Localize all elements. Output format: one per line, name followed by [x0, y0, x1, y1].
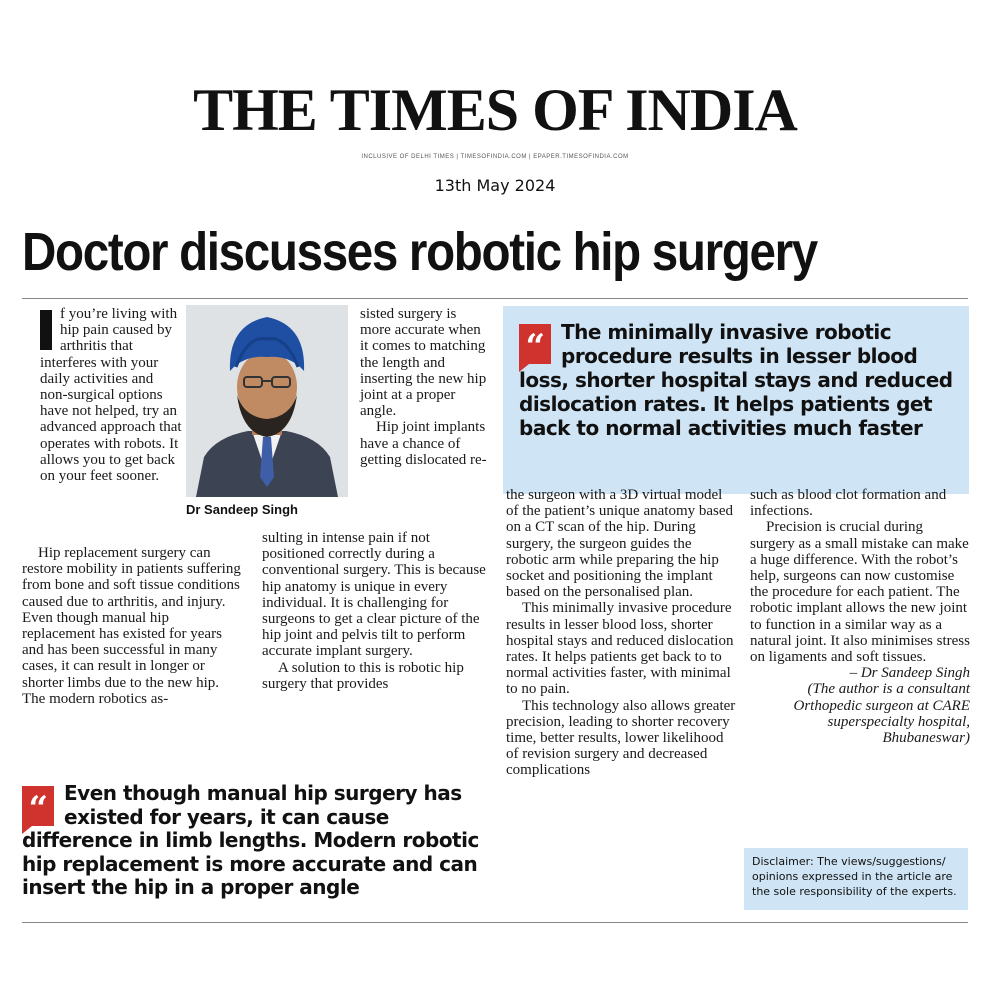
masthead-title: THE TIMES OF INDIA — [193, 77, 797, 143]
article-column-1-top — [40, 306, 182, 484]
article-headline: Doctor discusses robotic hip surgery — [22, 222, 817, 282]
author-signature: – Dr Sandeep Singh — [849, 665, 970, 682]
masthead-subtitle: INCLUSIVE OF DELHI TIMES | TIMESOFINDIA.COM | EPAPER.TIMESOFINDIA.COM — [361, 154, 629, 160]
article-paragraph: Precision is crucial during surgery as a small mistake can make a huge difference. With the robot’s help, surgeons can now customise the procedure for each patient. The robotic implant allows the new joint to function in a similar way as a natural joint. It also minimises stress on ligaments and soft tissues. — [750, 519, 970, 666]
article-paragraph: This minimally invasive procedure results in lesser blood loss, shorter hospital stays and reduced dislocation rates. It helps patients get back to to normal activities faster, with minimal to no pain. — [506, 600, 734, 698]
article-column-2-top — [360, 306, 488, 468]
quote-mark-icon: “ — [519, 324, 551, 364]
bottom-divider — [22, 922, 968, 923]
author-photo — [186, 305, 348, 497]
pull-quote — [519, 320, 965, 440]
article-column-2-bottom — [262, 530, 488, 692]
article-paragraph: Hip replacement surgery can restore mobility in patients suffering from bone and soft tissue conditions caused due to arthritis, and injury. Even though manual hip replacement has existed for years and has been successful in many cases, it can result in longer or shorter limbs due to the new hip. The modern robotics as- — [22, 545, 241, 707]
article-paragraph: such as blood clot formation and infections. — [750, 487, 947, 520]
publication-date: 13th May 2024 — [434, 176, 556, 195]
photo-caption: Dr Sandeep Singh — [186, 502, 298, 517]
pull-quote-box — [503, 306, 969, 494]
dropcap-i — [40, 310, 52, 350]
article-column-4 — [750, 487, 970, 746]
pull-quote-text: The minimally invasive robotic procedure results in lesser blood loss, shorter hospital stays and reduced dislocation rates. It helps patients get back to normal activities much faster — [519, 320, 953, 440]
author-note: (The author is a consultant Orthopedic surgeon at CARE superspecialty hospital, Bhubaneswar) — [793, 681, 970, 747]
article-paragraph: Hip joint implants have a chance of getting dislocated re- — [360, 419, 487, 468]
article-paragraph: the surgeon with a 3D virtual model of the patient’s unique anatomy based on a CT scan of the hip. During surgery, the surgeon guides the robotic arm while preparing the hip socket and positioning the implant based on the personalised plan. — [506, 487, 734, 601]
quote-mark-icon: “ — [22, 786, 54, 826]
article-paragraph: A solution to this is robotic hip surgery that provides — [262, 659, 464, 692]
disclaimer-box: Disclaimer: The views/suggestions/ opinions expressed in the article are the sole responsibility of the experts. — [744, 848, 968, 910]
article-paragraph: This technology also allows greater precision, leading to shorter recovery time, better results, lower likelihood of revision surgery and decreased complications — [506, 697, 736, 779]
headline-divider — [22, 298, 968, 299]
pull-quote-bottom — [22, 782, 492, 900]
article-paragraph: sulting in intense pain if not positioned correctly during a conventional surgery. This is because hip anatomy is unique in every individual. It is challenging for surgeons to get a clear picture of the hip joint and pelvis tilt to perform accurate implant surgery. — [262, 530, 486, 660]
article-intro-paragraph: f you’re living with hip pain caused by arthritis that interferes with your daily activities and non-surgical options have not helped, try an advanced approach that operates with robots. It allows you to get back on your feet sooner. — [40, 306, 182, 485]
article-column-3 — [506, 487, 736, 779]
article-paragraph: sisted surgery is more accurate when it comes to matching the length and inserting the new hip joint at a proper angle. — [360, 306, 487, 420]
pull-quote — [22, 782, 492, 900]
pull-quote-text: Even though manual hip surgery has existed for years, it can cause difference in limb lengths. Modern robotic hip replacement is more accurate and can insert the hip in a proper angle — [22, 781, 479, 899]
doctor-portrait-icon — [186, 305, 348, 497]
article-column-1-bottom — [22, 545, 242, 707]
